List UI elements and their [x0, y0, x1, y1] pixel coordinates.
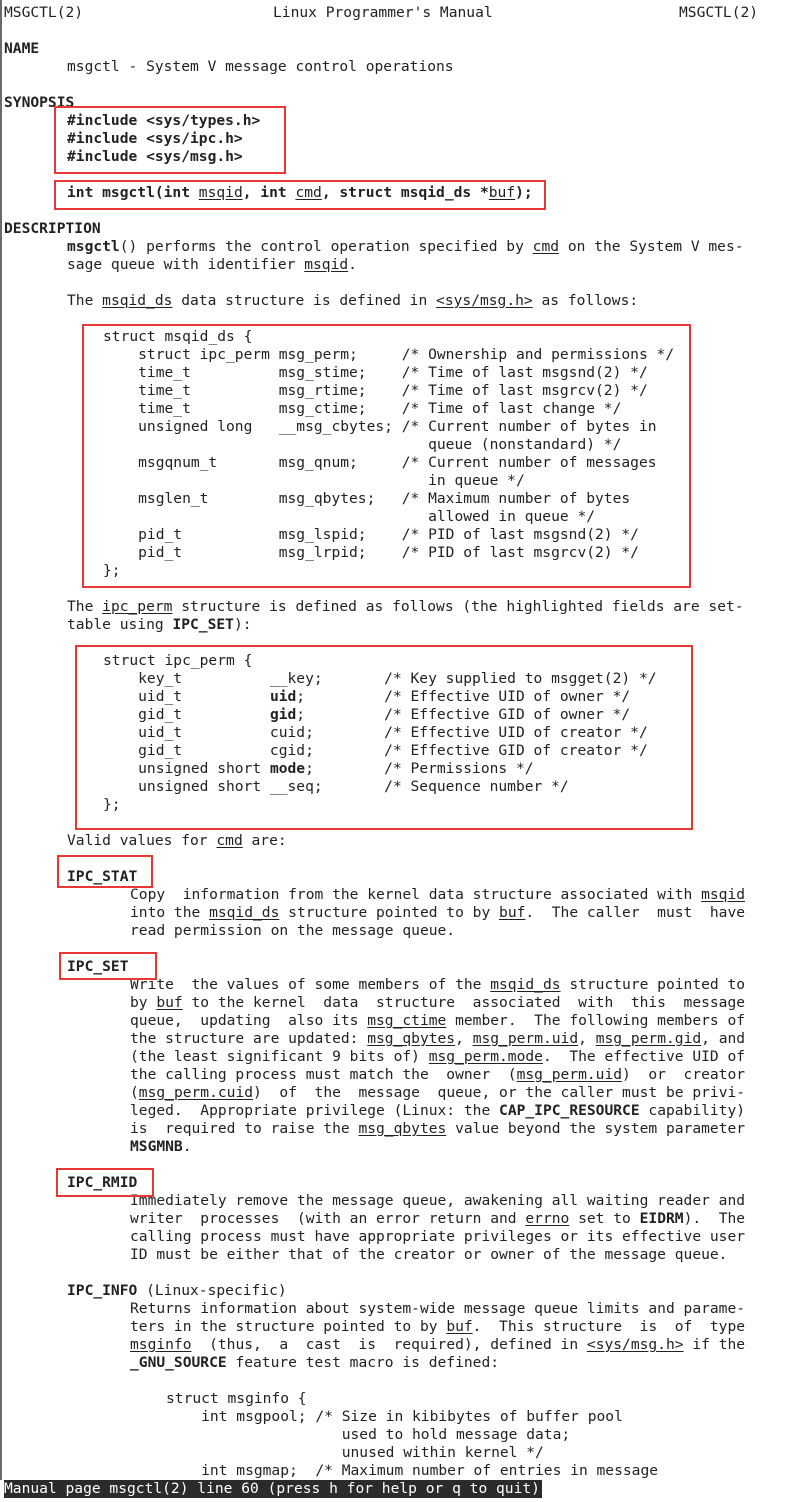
ipc-set-line: by buf to the kernel data structure associated with this message: [130, 994, 746, 1011]
ipc-struct-line: key_t __key; /* Key supplied to msgget(2) */: [103, 670, 657, 687]
ipc-struct-line: uid_t uid; /* Effective UID of owner */: [103, 688, 631, 705]
highlight-box-prototype: [54, 180, 546, 210]
msqid-struct-line: msgqnum_t msg_qnum; /* Current number of messages: [103, 454, 657, 471]
ipc-struct-line: struct ipc_perm {: [103, 652, 253, 669]
ipc-set-line: (msg_perm.cuid) of the message queue, or the caller must be privi-: [130, 1084, 746, 1101]
ipc-struct-line: gid_t cgid; /* Effective GID of creator */: [103, 742, 648, 759]
msqid-struct-line: unsigned long __msg_cbytes; /* Current number of bytes in: [103, 418, 657, 435]
pager-status-bar: Manual page msgctl(2) line 60 (press h for help or q to quit): [4, 1480, 540, 1497]
ipc-stat-line: read permission on the message queue.: [130, 922, 456, 939]
section-synopsis: SYNOPSIS: [4, 94, 75, 111]
ipc-rmid-term: IPC_RMID: [67, 1174, 138, 1191]
man-header: [4, 4, 760, 22]
highlight-box-ipc-perm-struct: [75, 645, 693, 830]
msqid-struct-line: pid_t msg_lrpid; /* PID of last msgrcv(2) */: [103, 544, 639, 561]
ipc-info-line: Returns information about system-wide message queue limits and parame-: [130, 1300, 746, 1317]
desc-line-1: msgctl() performs the control operation specified by cmd on the System V mes-: [67, 238, 744, 255]
ipc-intro-line-2: table using IPC_SET):: [67, 616, 252, 633]
ipc-info-line: ters in the structure pointed to by buf. This structure is of type: [130, 1318, 746, 1335]
highlight-box-ipc-stat: [57, 855, 153, 888]
desc-line-3: The msqid_ds data structure is defined in <sys/msg.h> as follows:: [67, 292, 639, 309]
header-right: MSGCTL(2): [679, 4, 759, 21]
highlight-box-ipc-set: [59, 952, 157, 980]
include-msg: #include <sys/msg.h>: [67, 148, 243, 165]
ipc-info-line: _GNU_SOURCE feature test macro is defined:: [130, 1354, 500, 1371]
include-types: #include <sys/types.h>: [67, 112, 261, 129]
msqid-struct-line: pid_t msg_lspid; /* PID of last msgsnd(2) */: [103, 526, 639, 543]
msginfo-struct-line: int msgmap; /* Maximum number of entries in message: [166, 1462, 659, 1479]
ipc-rmid-line: calling process must have appropriate privileges or its effective user: [130, 1228, 746, 1245]
msqid-struct-line: struct ipc_perm msg_perm; /* Ownership and permissions */: [103, 346, 675, 363]
header-left: MSGCTL(2): [4, 4, 84, 21]
ipc-set-line: is required to raise the msg_qbytes value beyond the system parameter: [130, 1120, 746, 1137]
ipc-set-line: the calling process must match the owner (msg_perm.uid) or creator: [130, 1066, 746, 1083]
msginfo-struct-line: used to hold message data;: [166, 1426, 571, 1443]
ipc-struct-line: };: [103, 796, 121, 813]
ipc-set-term: IPC_SET: [67, 958, 129, 975]
ipc-set-line: queue, updating also its msg_ctime member. The following members of: [130, 1012, 746, 1029]
ipc-struct-line: unsigned short __seq; /* Sequence number */: [103, 778, 569, 795]
msginfo-struct-line: struct msginfo {: [166, 1390, 307, 1407]
msgctl-prototype: int msgctl(int msqid, int cmd, struct msqid_ds *buf);: [67, 184, 533, 201]
msqid-struct-line: queue (nonstandard) */: [103, 436, 622, 453]
ipc-set-line: Write the values of some members of the msqid_ds structure pointed to: [130, 976, 746, 993]
msqid-struct-line: };: [103, 562, 121, 579]
msqid-struct-line: time_t msg_rtime; /* Time of last msgrcv(2) */: [103, 382, 648, 399]
highlight-box-msqid-struct: [82, 324, 691, 588]
name-line: msgctl - System V message control operations: [67, 58, 454, 75]
msqid-struct-line: msglen_t msg_qbytes; /* Maximum number of bytes: [103, 490, 631, 507]
msginfo-struct-line: int msgpool; /* Size in kibibytes of buffer pool: [166, 1408, 623, 1425]
ipc-info-term: IPC_INFO (Linux-specific): [67, 1282, 287, 1299]
include-ipc: #include <sys/ipc.h>: [67, 130, 243, 147]
ipc-set-line: the structure are updated: msg_qbytes, msg_perm.uid, msg_perm.gid, and: [130, 1030, 746, 1047]
msqid-struct-line: time_t msg_ctime; /* Time of last change */: [103, 400, 622, 417]
ipc-stat-line: into the msqid_ds structure pointed to by buf. The caller must have: [130, 904, 746, 921]
ipc-rmid-line: writer processes (with an error return and errno set to EIDRM). The: [130, 1210, 746, 1227]
msqid-struct-line: in queue */: [103, 472, 525, 489]
section-description: DESCRIPTION: [4, 220, 101, 237]
ipc-struct-line: uid_t cuid; /* Effective UID of creator */: [103, 724, 648, 741]
section-name: NAME: [4, 40, 40, 57]
highlight-box-ipc-rmid: [56, 1168, 154, 1197]
msqid-struct-line: allowed in queue */: [103, 508, 596, 525]
msqid-struct-line: time_t msg_stime; /* Time of last msgsnd(2) */: [103, 364, 648, 381]
ipc-intro-line-1: The ipc_perm structure is defined as follows (the highlighted fields are set-: [67, 598, 744, 615]
ipc-set-line: MSGMNB.: [130, 1138, 192, 1155]
window-left-border: [0, 0, 2, 1480]
highlight-box-includes: [54, 106, 286, 174]
msqid-struct-line: struct msqid_ds {: [103, 328, 253, 345]
ipc-struct-line: unsigned short mode; /* Permissions */: [103, 760, 534, 777]
ipc-rmid-line: Immediately remove the message queue, awakening all waiting reader and: [130, 1192, 746, 1209]
desc-line-2: sage queue with identifier msqid.: [67, 256, 357, 273]
msginfo-struct-line: unused within kernel */: [166, 1444, 544, 1461]
ipc-struct-line: gid_t gid; /* Effective GID of owner */: [103, 706, 631, 723]
ipc-stat-line: Copy information from the kernel data structure associated with msqid: [130, 886, 746, 903]
ipc-info-line: msginfo (thus, a cast is required), defined in <sys/msg.h> if the: [130, 1336, 746, 1353]
header-center: Linux Programmer's Manual: [273, 4, 493, 21]
ipc-stat-term: IPC_STAT: [67, 868, 138, 885]
ipc-set-line: (the least significant 9 bits of) msg_perm.mode. The effective UID of: [130, 1048, 746, 1065]
ipc-rmid-line: ID must be either that of the creator or owner of the message queue.: [130, 1246, 728, 1263]
valid-values-line: Valid values for cmd are:: [67, 832, 287, 849]
ipc-set-line: leged. Appropriate privilege (Linux: the CAP_IPC_RESOURCE capability): [130, 1102, 746, 1119]
